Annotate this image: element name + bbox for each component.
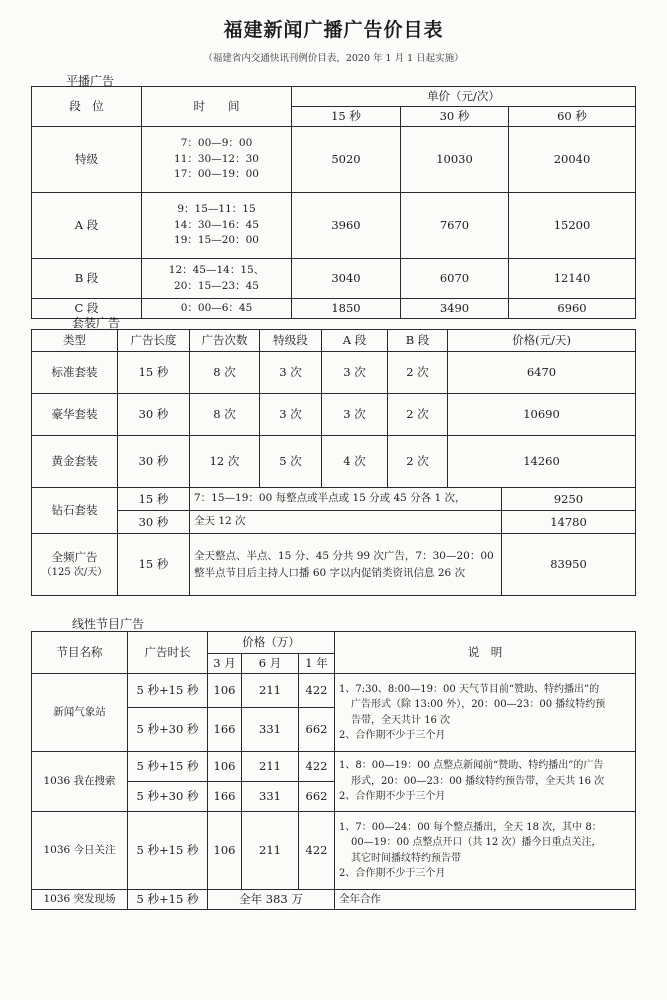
package-price: 6470 [448,352,636,394]
segment-times: 12：45—14：15、 20：15—23：45 [142,259,292,299]
price-6m: 211 [242,752,299,782]
price-6m: 211 [242,812,299,890]
package-special: 3 次 [260,394,322,436]
program-duration: 5 秒+15 秒 [128,812,208,890]
package-desc: 7：15—19：00 每整点或半点或 15 分或 45 分各 1 次， [190,488,502,511]
program-name: 1036 我在搜索 [32,752,128,812]
price-1y: 422 [299,812,335,890]
program-price: 全年 383 万 [208,890,335,910]
table-row [32,674,636,708]
flat-ads-table [31,86,636,319]
program-name: 1036 今日关注 [32,812,128,890]
linear-ads-table [31,631,636,910]
package-a: 3 次 [322,394,388,436]
price-15s: 1850 [292,299,401,319]
header-program: 节目名称 [32,632,128,674]
package-b: 2 次 [388,352,448,394]
header-a: A 段 [322,330,388,352]
package-a: 3 次 [322,352,388,394]
header-special: 特级段 [260,330,322,352]
table-row [32,193,636,259]
package-length: 15 秒 [118,352,190,394]
table-row [32,127,636,193]
package-desc: 全天整点、半点、15 分、45 分共 99 次广告，7：30—20：00 整半点节目后主持人口播 60 字以内促销类资讯信息 26 次 [190,534,502,596]
price-60s: 6960 [509,299,636,319]
table-row [32,352,636,394]
price-6m: 211 [242,674,299,708]
price-60s: 15200 [509,193,636,259]
header-count: 广告次数 [190,330,260,352]
segment-times: 7：00—9：00 11：30—12：30 17：00—19：00 [142,127,292,193]
package-length: 30 秒 [118,436,190,488]
table-row [32,534,636,596]
price-60s: 12140 [509,259,636,299]
package-special: 3 次 [260,352,322,394]
package-price: 9250 [502,488,636,511]
page-title: 福建新闻广播广告价目表 [223,19,444,41]
package-type: 豪华套装 [32,394,118,436]
package-b: 2 次 [388,394,448,436]
package-type: 全频广告 （125 次/天） [32,534,118,596]
program-duration: 5 秒+15 秒 [128,890,208,910]
program-duration: 5 秒+15 秒 [128,674,208,708]
program-duration: 5 秒+30 秒 [128,782,208,812]
program-duration: 5 秒+15 秒 [128,752,208,782]
package-length: 15 秒 [118,488,190,511]
package-type: 标准套装 [32,352,118,394]
package-ads-table [31,329,636,596]
program-name: 新闻气象站 [32,674,128,752]
price-3m: 166 [208,708,242,752]
price-15s: 5020 [292,127,401,193]
program-notes: 1、7：00—24：00 每个整点播出，全天 18 次，其中 8： 00—19：00 点整点开口（共 12 次）播今日重点关注， 其它时间播纹特约预告带 2、合作期不少于三个月 [335,812,636,890]
header-15s: 15 秒 [292,107,401,127]
header-type: 类型 [32,330,118,352]
package-length: 30 秒 [118,511,190,534]
package-length: 30 秒 [118,394,190,436]
price-15s: 3040 [292,259,401,299]
price-1y: 662 [299,708,335,752]
package-price: 14260 [448,436,636,488]
package-price: 14780 [502,511,636,534]
package-type: 黄金套装 [32,436,118,488]
price-3m: 106 [208,752,242,782]
table-row [32,436,636,488]
header-1y: 1 年 [299,654,335,674]
segment-name: A 段 [32,193,142,259]
package-special: 5 次 [260,436,322,488]
price-1y: 422 [299,674,335,708]
price-30s: 10030 [401,127,509,193]
package-count: 12 次 [190,436,260,488]
package-price: 83950 [502,534,636,596]
section-label-linear-ads: 线性节目广告 [72,617,145,631]
package-length: 15 秒 [118,534,190,596]
segment-times: 9：15—11：15 14：30—16：45 19：15—20：00 [142,193,292,259]
section-label-package-ads: 套装广告 [72,316,121,330]
price-60s: 20040 [509,127,636,193]
price-3m: 106 [208,674,242,708]
price-15s: 3960 [292,193,401,259]
header-segment: 段 位 [32,87,142,127]
package-price: 10690 [448,394,636,436]
program-name: 1036 突发现场 [32,890,128,910]
price-30s: 3490 [401,299,509,319]
price-6m: 331 [242,782,299,812]
segment-times: 0：00—6：45 [142,299,292,319]
segment-name: 特级 [32,127,142,193]
price-1y: 422 [299,752,335,782]
price-3m: 106 [208,812,242,890]
table-row [32,511,636,534]
package-b: 2 次 [388,436,448,488]
price-30s: 6070 [401,259,509,299]
table-row [32,299,636,319]
header-duration: 广告时长 [128,632,208,674]
program-notes: 1、7:30、8:00—19：00 天气节目前“赞助、特约播出”的 广告形式（除 13:00 外），20：00—23：00 播纹特约预 告带，全天共计 16 次 2、合作期不少于三个月 [335,674,636,752]
table-row [32,812,636,890]
header-note: 说 明 [335,632,636,674]
price-3m: 166 [208,782,242,812]
program-notes: 全年合作 [335,890,636,910]
package-count: 8 次 [190,394,260,436]
table-row [32,488,636,511]
program-notes: 1、8：00—19：00 点整点新闻前“赞助、特约播出”的广告 形式，20：00—23：00 播纹特约预告带，全天共 16 次 2、合作期不少于三个月 [335,752,636,812]
header-price: 价格(元/天) [448,330,636,352]
segment-name: B 段 [32,259,142,299]
package-count: 8 次 [190,352,260,394]
price-1y: 662 [299,782,335,812]
page-subtitle: （福建省内交通快讯刊例价目表，2020 年 1 月 1 日起实施） [203,53,464,64]
section-label-flat-ads: 平播广告 [66,74,115,88]
table-row [32,890,636,910]
header-30s: 30 秒 [401,107,509,127]
header-time: 时 间 [142,87,292,127]
header-6m: 6 月 [242,654,299,674]
header-60s: 60 秒 [509,107,636,127]
table-row [32,259,636,299]
header-length: 广告长度 [118,330,190,352]
table-row [32,394,636,436]
package-desc: 全天 12 次 [190,511,502,534]
package-type: 钻石套装 [32,488,118,534]
price-6m: 331 [242,708,299,752]
program-duration: 5 秒+30 秒 [128,708,208,752]
package-a: 4 次 [322,436,388,488]
header-3m: 3 月 [208,654,242,674]
price-30s: 7670 [401,193,509,259]
header-b: B 段 [388,330,448,352]
segment-name: C 段 [32,299,142,319]
table-row [32,752,636,782]
header-unit-price: 单价（元/次） [292,87,636,107]
header-price: 价格（万） [208,632,335,654]
